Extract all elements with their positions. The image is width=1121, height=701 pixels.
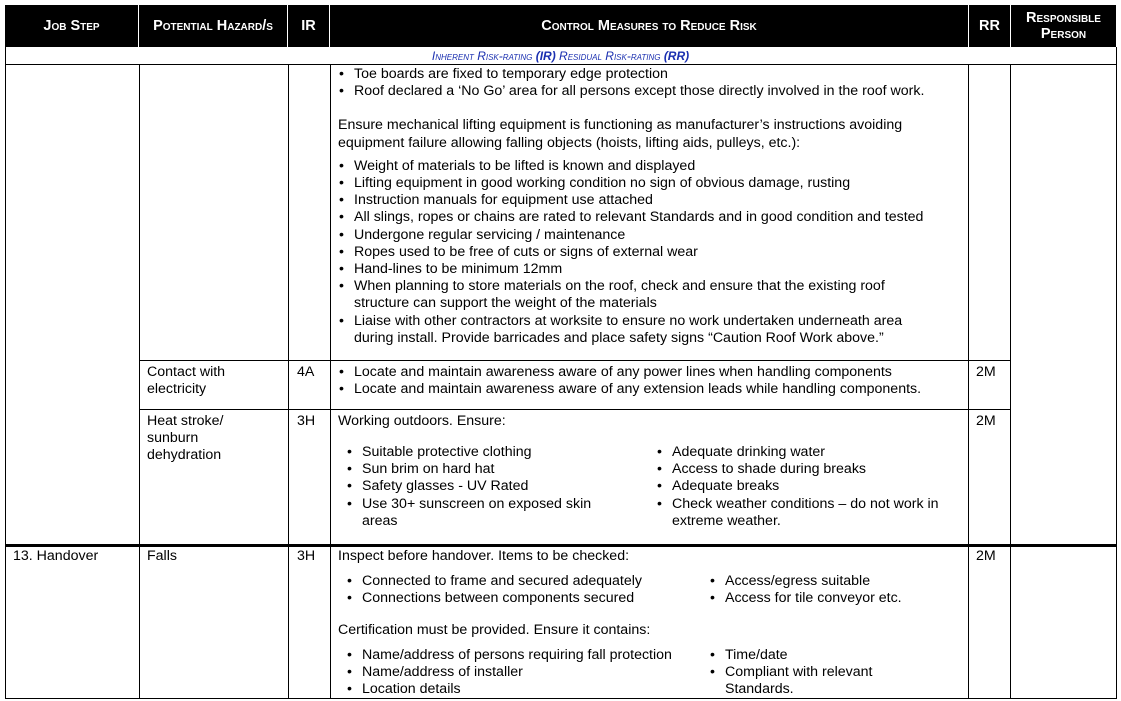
row-divider-1 xyxy=(139,360,1010,361)
divider-hazard xyxy=(288,65,289,699)
list-item: • Access/egress suitable xyxy=(709,573,959,590)
list-item: • Safety glasses - UV Rated xyxy=(346,478,631,495)
list-item: • Time/date xyxy=(709,647,899,664)
risk-rating-legend xyxy=(5,48,1116,65)
row3-ir: 3H xyxy=(297,413,316,429)
col-ir: IR xyxy=(288,5,330,47)
row2-controls xyxy=(338,364,966,398)
section-divider xyxy=(5,544,1117,547)
divider-rr xyxy=(1010,65,1011,699)
row4-cert-left-list xyxy=(346,647,706,699)
row3-hazard: Heat stroke/ sunburn dehydration xyxy=(147,413,224,463)
list-item: • Name/address of persons requiring fall protection xyxy=(346,647,706,664)
row3-intro: Working outdoors. Ensure: xyxy=(338,413,506,429)
row4-right-list xyxy=(709,573,959,607)
list-item: • Location details xyxy=(346,681,706,698)
row3-left-list xyxy=(346,444,631,530)
divider-control xyxy=(968,65,969,699)
legend-inherent: Inherent Risk-rating xyxy=(431,49,536,63)
legend-rr: (RR) xyxy=(663,49,690,63)
legend-residual: Residual Risk-rating xyxy=(555,49,664,63)
row2-hazard: Contact with electricity xyxy=(147,364,226,397)
row1-bullets xyxy=(338,158,962,347)
col-control: Control Measures to Reduce Risk xyxy=(330,5,969,47)
row4-left-list xyxy=(346,573,696,607)
col-hazard: Potential Hazard/s xyxy=(139,5,288,47)
row4-rr: 2M xyxy=(976,548,996,564)
col-responsible: Responsible Person xyxy=(1026,10,1101,42)
list-item: • Ropes used to be free of cuts or signs of external wear xyxy=(338,244,962,261)
list-item: • Adequate drinking water xyxy=(656,444,956,461)
list-item: • Locate and maintain awareness aware of any power lines when handling components xyxy=(338,364,966,381)
border-left xyxy=(5,47,6,699)
row4-ir: 3H xyxy=(297,548,316,564)
row4-job-step: 13. Handover xyxy=(13,548,99,564)
row1-controls xyxy=(338,66,966,347)
list-item: • Name/address of installer xyxy=(346,664,706,681)
divider-ir xyxy=(330,65,331,699)
row1-bullets-top xyxy=(338,66,966,100)
row2-ir: 4A xyxy=(297,364,315,380)
list-item: • Undergone regular servicing / maintenance xyxy=(338,227,962,244)
list-item: • When planning to store materials on the roof, check and ensure that the existing roof structure can support the weight of the materials xyxy=(338,278,962,312)
list-item: • All slings, ropes or chains are rated to relevant Standards and in good condition and tested xyxy=(338,209,962,226)
row4-intro: Inspect before handover. Items to be checked: xyxy=(338,548,630,564)
list-item: • Toe boards are fixed to temporary edge protection xyxy=(338,66,966,83)
list-item: • Access to shade during breaks xyxy=(656,461,956,478)
row4-cert-right-list xyxy=(709,647,899,699)
row3-controls xyxy=(338,413,966,430)
row3-rr: 2M xyxy=(976,413,996,429)
row3-right-list xyxy=(656,444,956,530)
list-item: • Locate and maintain awareness aware of any extension leads while handling components. xyxy=(338,381,966,398)
list-item: • Access for tile conveyor etc. xyxy=(709,590,959,607)
list-item: • Check weather conditions – do not work in extreme weather. xyxy=(656,496,956,530)
divider-jobstep xyxy=(139,65,140,699)
list-item: • Liaise with other contractors at worksite to ensure no work undertaken underneath area during install. Provide barricades and place safety signs “Caution Roof Work above.” xyxy=(338,313,962,347)
col-job-step: Job Step xyxy=(5,5,139,47)
list-item: • Suitable protective clothing xyxy=(346,444,631,461)
row1-paragraph: Ensure mechanical lifting equipment is functioning as manufacturer’s instructions avoiding equipment failure allowing falling objects (hoists, lifting aids, pulleys, etc.): xyxy=(338,117,903,151)
row4-hazard: Falls xyxy=(147,548,177,564)
list-item: • Roof declared a ‘No Go’ area for all persons except those directly involved in the roof work. xyxy=(338,83,966,100)
row4-cert: Certification must be provided. Ensure it contains: xyxy=(338,622,651,638)
list-item: • Connected to frame and secured adequately xyxy=(346,573,696,590)
row-divider-2 xyxy=(139,409,1010,410)
list-item: • Weight of materials to be lifted is known and displayed xyxy=(338,158,962,175)
list-item: • Hand-lines to be minimum 12mm xyxy=(338,261,962,278)
legend-ir: (IR) xyxy=(535,49,556,63)
col-rr: RR xyxy=(969,5,1011,47)
list-item: • Connections between components secured xyxy=(346,590,696,607)
row2-rr: 2M xyxy=(976,364,996,380)
row2-bullets xyxy=(338,364,966,398)
list-item: • Use 30+ sunscreen on exposed skin areas xyxy=(346,496,631,530)
list-item: • Compliant with relevant Standards. xyxy=(709,664,899,698)
list-item: • Instruction manuals for equipment use attached xyxy=(338,192,962,209)
list-item: • Lifting equipment in good working condition no sign of obvious damage, rusting xyxy=(338,175,962,192)
table-header xyxy=(5,5,1116,47)
border-right xyxy=(1116,47,1117,699)
list-item: • Sun brim on hard hat xyxy=(346,461,631,478)
list-item: • Adequate breaks xyxy=(656,478,956,495)
